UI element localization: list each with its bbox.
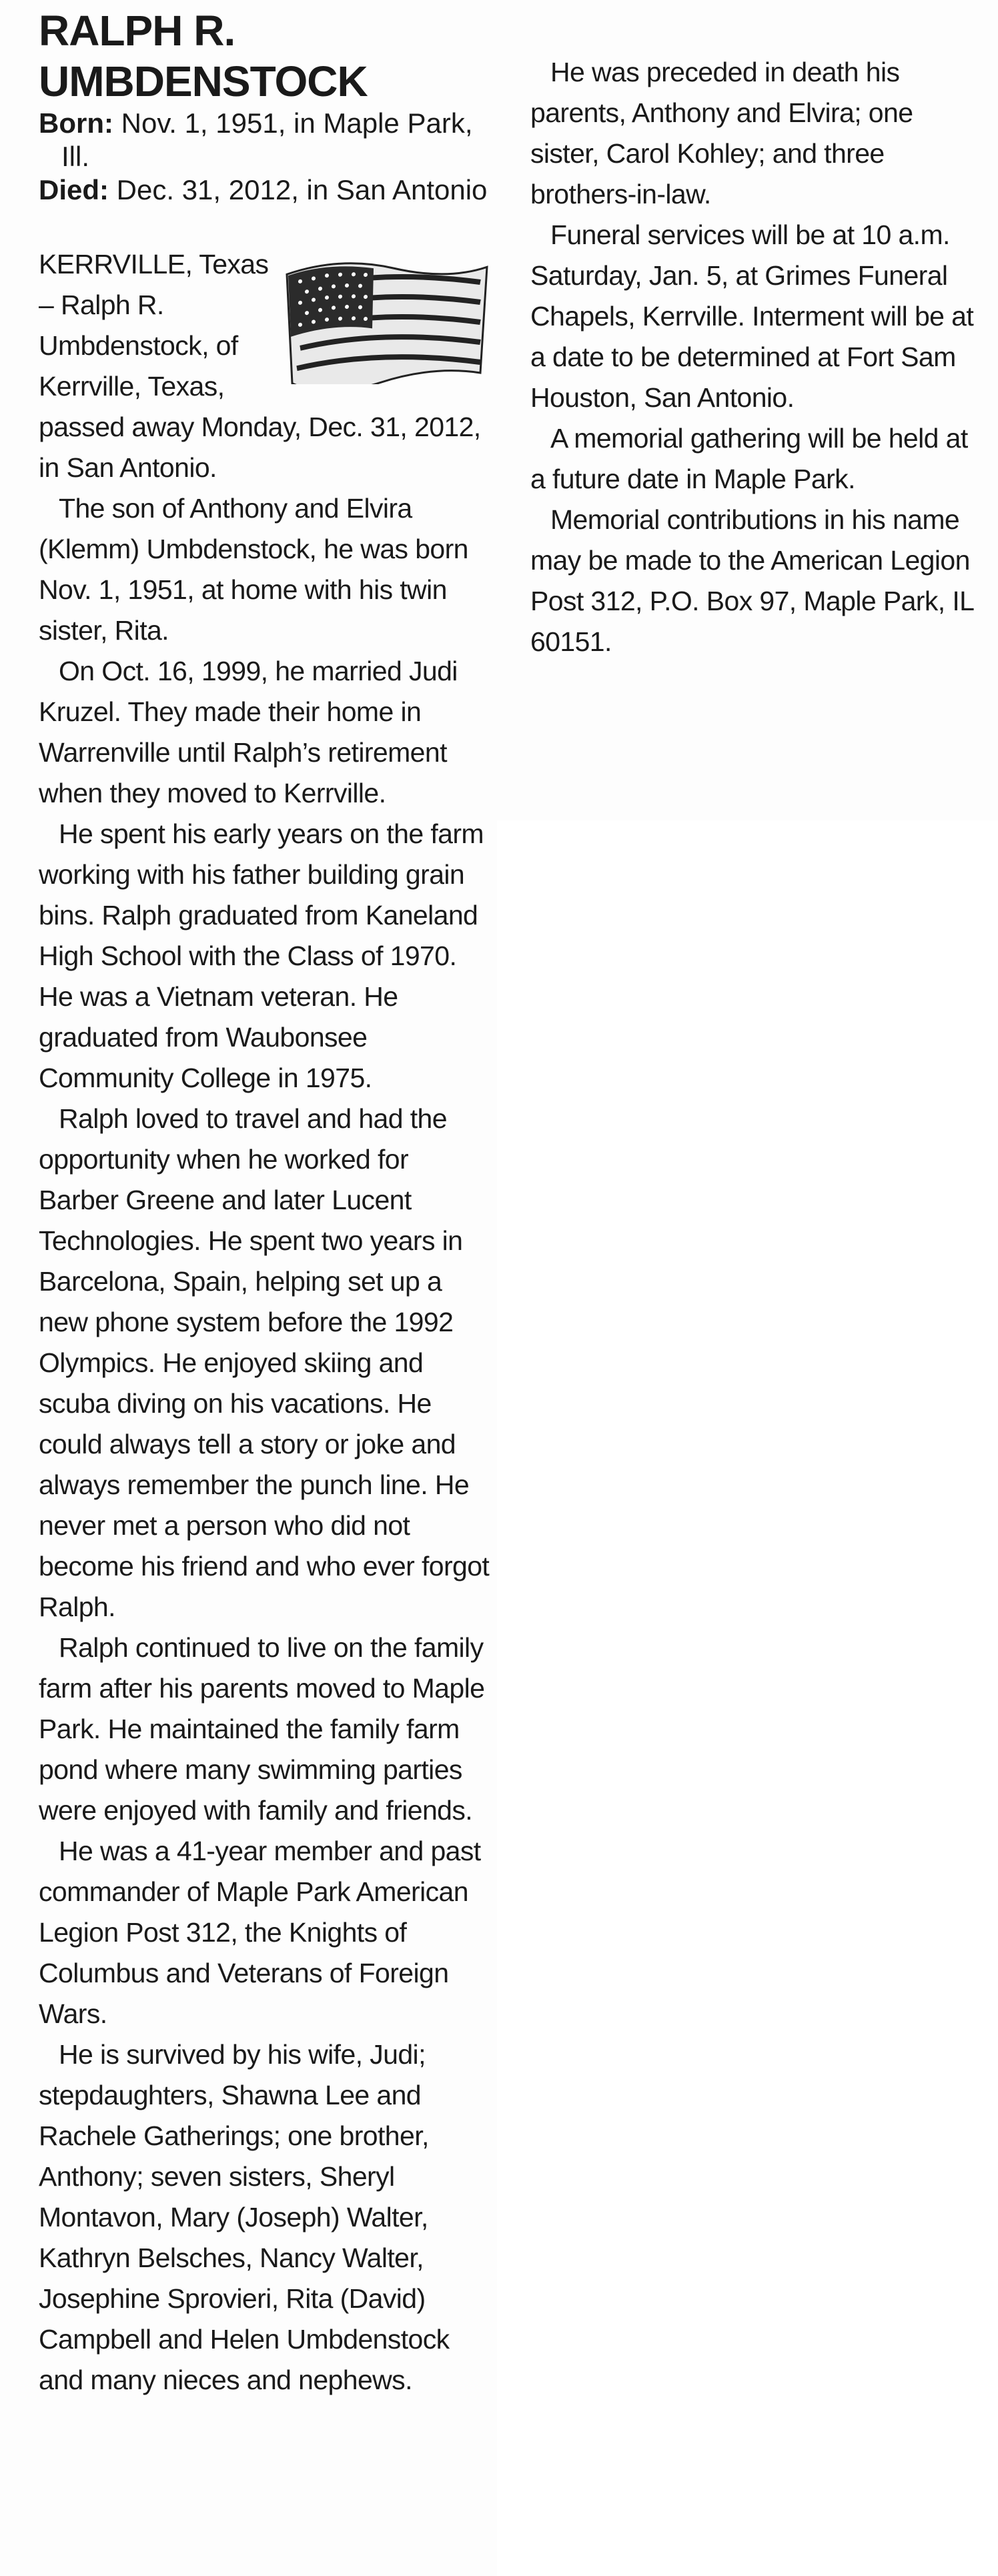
born-line	[39, 107, 492, 173]
left-column	[39, 0, 492, 2401]
blank-area	[497, 820, 998, 2576]
paragraph: A memorial gathering will be held at a future date in Maple Park.	[530, 423, 968, 494]
paragraph: He was a 41-year member and past commander of Maple Park American Legion Post 312, the Knights of Columbus and Veterans of Foreign Wars.	[39, 1836, 481, 2029]
paragraph: The son of Anthony and Elvira (Klemm) Umbdenstock, he was born Nov. 1, 1951, at home with his twin sister, Rita.	[39, 493, 468, 646]
american-flag-icon	[280, 251, 492, 384]
born-value-cont: Ill.	[61, 141, 89, 172]
name-line-2: UMBDENSTOCK	[39, 57, 368, 105]
right-column	[530, 0, 984, 662]
died-label: Died:	[39, 174, 109, 205]
paragraph: On Oct. 16, 1999, he married Judi Kruzel. They made their home in Warrenville until Ralph’s retirement when they moved to Kerrville.	[39, 656, 458, 808]
died-line	[39, 173, 492, 207]
paragraph: Memorial contributions in his name may be made to the American Legion Post 312, P.O. Box 97, Maple Park, IL 60151.	[530, 504, 973, 657]
left-body	[39, 244, 492, 2401]
paragraph: He spent his early years on the farm working with his father building grain bins. Ralph graduated from Kaneland High School with the Class of 1970. He was a Vietnam veteran. He graduated from Waubonsee Community College in 1975.	[39, 818, 484, 1093]
paragraph: Funeral services will be at 10 a.m. Saturday, Jan. 5, at Grimes Funeral Chapels, Kerrville. Interment will be at a date to be determined at Fort Sam Houston, San Antonio.	[530, 219, 974, 413]
paragraph: Ralph loved to travel and had the opportunity when he worked for Barber Greene and later Lucent Technologies. He spent two years in Barcelona, Spain, helping set up a new phone system before the 1992 Olympics. He enjoyed skiing and scuba diving on his vacations. He could always tell a story or joke and always remember the punch line. He never met a person who did not become his friend and who ever forgot Ralph.	[39, 1103, 490, 1622]
name-line-1: RALPH R.	[39, 7, 235, 55]
paragraph: Ralph continued to live on the family farm after his parents moved to Maple Park. He maintained the family farm pond where many swimming parties were enjoyed with family and friends.	[39, 1632, 485, 1826]
right-body	[530, 0, 984, 662]
born-label: Born:	[39, 107, 113, 139]
died-value: Dec. 31, 2012, in San Antonio	[116, 174, 488, 205]
paragraph: He was preceded in death his parents, Anthony and Elvira; one sister, Carol Kohley; and three brothers-in-law.	[530, 57, 913, 209]
born-value: Nov. 1, 1951, in Maple Park,	[121, 107, 473, 139]
obituary-name	[39, 0, 492, 107]
paragraph: He is survived by his wife, Judi; stepdaughters, Shawna Lee and Rachele Gatherings; one brother, Anthony; seven sisters, Sheryl Montavon, Mary (Joseph) Walter, Kathryn Belsches, Nancy Walter, Josephine Sprovieri, Rita (David) Campbell and Helen Umbdenstock and many nieces and nephews.	[39, 2039, 450, 2395]
paragraph: KERRVILLE, Texas – Ralph R. Umbdenstock, of Kerrville, Texas, passed away Monday, Dec. 31, 2012, in San Antonio.	[39, 249, 481, 483]
